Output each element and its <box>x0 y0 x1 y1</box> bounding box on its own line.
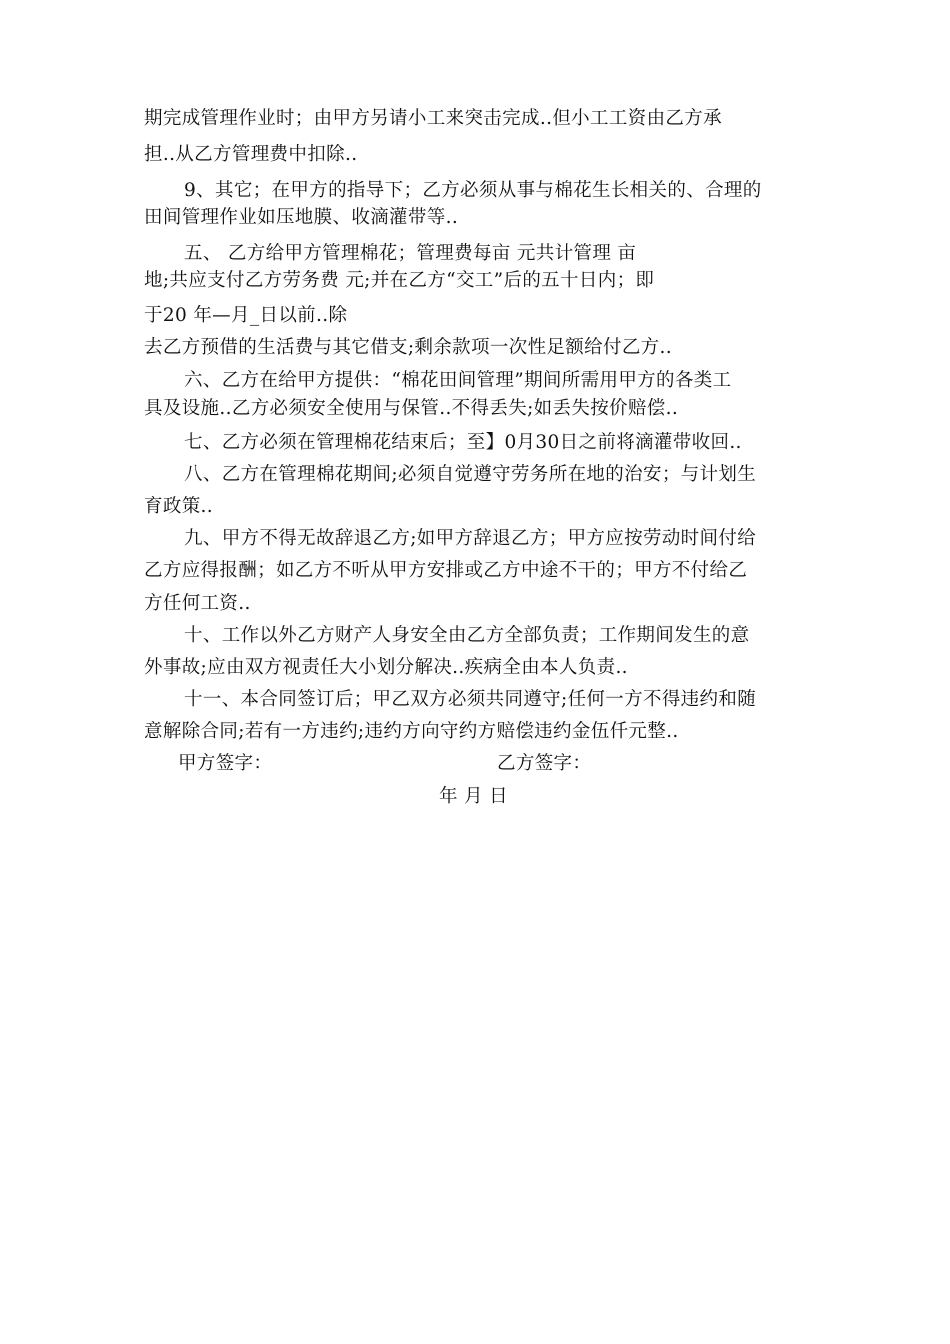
paragraph-line: 方任何工资.. <box>144 593 251 614</box>
paragraph-line: 于20 年—月_日以前..除 <box>144 305 348 326</box>
paragraph-line: 担..从乙方管理费中扣除.. <box>144 144 358 165</box>
paragraph-line: 十一、本合同签订后；甲乙双方必须共同遵守;任何一方不得违约和随 <box>184 689 757 710</box>
paragraph-line: 育政策.. <box>144 496 214 517</box>
paragraph-line: 八、乙方在管理棉花期间;必须自觉遵守劳务所在地的治安；与计划生 <box>184 464 757 485</box>
paragraph-line: 田间管理作业如压地膜、收滴灌带等.. <box>144 207 459 228</box>
paragraph-line: 七、乙方必须在管理棉花结束后；至】0月30日之前将滴灌带收回.. <box>184 432 742 453</box>
paragraph-line: 九、甲方不得无故辞退乙方;如甲方辞退乙方；甲方应按劳动时间付给 <box>184 528 757 549</box>
paragraph-line: 具及设施..乙方必须安全使用与保管..不得丢失;如丢失按价赔偿.. <box>144 398 679 419</box>
party-b-signature-label: 乙方签字： <box>497 753 592 774</box>
paragraph-line: 乙方应得报酬；如乙方不听从甲方安排或乙方中途不干的；甲方不付给乙 <box>144 560 748 581</box>
paragraph-line: 六、乙方在给甲方提供：“棉花田间管理”期间所需用甲方的各类工 <box>184 370 732 391</box>
paragraph-line: 外事故;应由双方视责任大小划分解决..疾病全由本人负责.. <box>144 657 628 678</box>
paragraph-line: 去乙方预借的生活费与其它借支;剩余款项一次性足额给付乙方.. <box>144 337 672 358</box>
paragraph-line: 十、工作以外乙方财产人身安全由乙方全部负责；工作期间发生的意 <box>184 625 750 646</box>
party-a-signature-label: 甲方签字： <box>178 753 273 774</box>
paragraph-line: 期完成管理作业时；由甲方另请小工来突击完成..但小工工资由乙方承 <box>144 108 722 129</box>
paragraph-line: 9、其它；在甲方的指导下；乙方必须从事与棉花生长相关的、合理的 <box>184 180 762 201</box>
paragraph-line: 意解除合同;若有一方违约;违约方向守约方赔偿违约金伍仟元整.. <box>144 721 679 742</box>
paragraph-line: 五、 乙方给甲方管理棉花；管理费每亩 元共计管理 亩 <box>184 243 637 264</box>
paragraph-line: 地;共应支付乙方劳务费 元;并在乙方“交工”后的五十日内；即 <box>144 270 655 291</box>
signing-date: 年 月 日 <box>439 786 509 807</box>
